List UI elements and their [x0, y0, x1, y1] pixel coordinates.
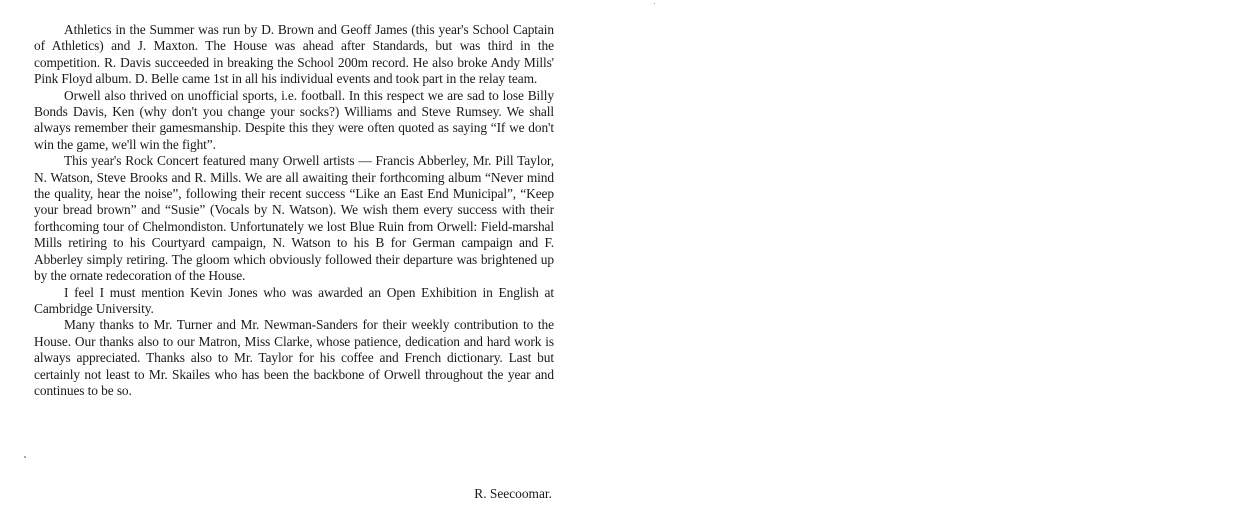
article-column: [34, 22, 554, 399]
scan-speck: [24, 456, 26, 458]
paragraph-thanks: Many thanks to Mr. Turner and Mr. Newman-Sanders for their weekly contribution to the House. Our thanks also to our Matron, Miss Clarke, whose patience, dedication and hard work is always appreciated. Thanks also to Mr. Taylor for his coffee and French dictionary. Last but certainly not least to Mr. Skailes who has been the backbone of Orwell throughout the year and continues to be so.: [34, 317, 554, 398]
paragraph-football: Orwell also thrived on unofficial sports, i.e. football. In this respect we are sad to lose Billy Bonds Davis, Ken (why don't you change your socks?) Williams and Steve Rumsey. We shall always remember their gamesmanship. Despite this they were often quoted as saying “If we don't win the game, we'll win the fight”.: [34, 87, 554, 152]
paragraph-athletics: Athletics in the Summer was run by D. Brown and Geoff James (this year's School Captain of Athletics) and J. Maxton. The House was ahead after Standards, but was third in the competition. R. Davis succeeded in breaking the School 200m record. He also broke Andy Mills' Pink Floyd album. D. Belle came 1st in all his individual events and took part in the relay team.: [34, 22, 554, 87]
scan-speck: [654, 3, 655, 4]
author-signature: R. Seecoomar.: [474, 486, 552, 501]
paragraph-kevin-jones: I feel I must mention Kevin Jones who was awarded an Open Exhibition in English at Cambridge University.: [34, 284, 554, 316]
paragraph-rock-concert: This year's Rock Concert featured many Orwell artists — Francis Abberley, Mr. Pill Taylor, N. Watson, Steve Brooks and R. Mills. We are all awaiting their forthcoming album “Never mind the quality, hear the noise”, following their recent success “Like an East End Municipal”, “Keep your bread brown” and “Susie” (Vocals by N. Watson). We wish them every success with their forthcoming tour of Chelmondiston. Unfortunately we lost Blue Ruin from Orwell: Field-marshal Mills retiring to his Courtyard campaign, N. Watson to his B for German campaign and F. Abberley simply retiring. The gloom which obviously followed their departure was brightened up by the ornate redecoration of the House.: [34, 153, 554, 284]
